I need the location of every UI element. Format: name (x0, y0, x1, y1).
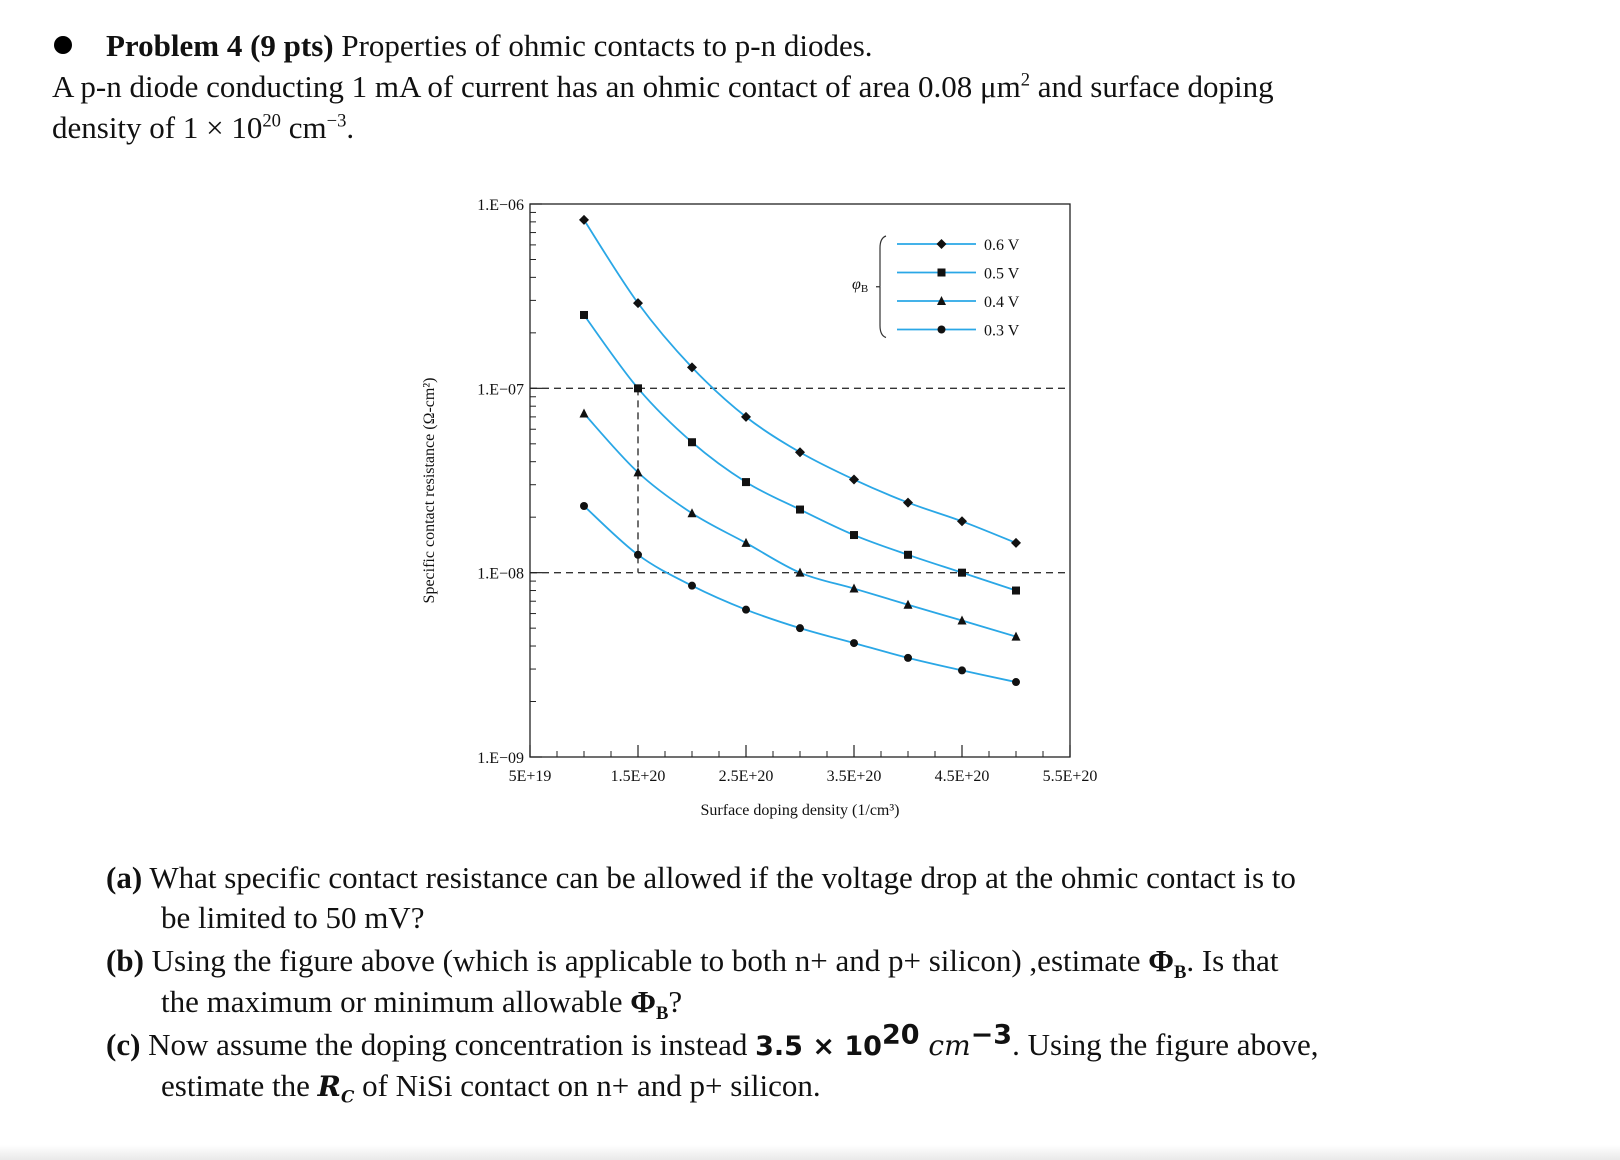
phi-symbol: Φ (630, 984, 656, 1019)
x-tick-label: 1.5E+20 (610, 768, 666, 785)
legend-label: 0.6 V (984, 237, 1020, 254)
question-a-line-2 (161, 900, 424, 936)
question-c-text: estimate the (161, 1068, 318, 1103)
legend-marker-square (938, 269, 946, 277)
question-b-line-1 (106, 943, 1279, 984)
intro-sup: −3 (326, 110, 347, 132)
question-a-text: be limited to 50 mV? (161, 900, 425, 935)
question-c-line-2 (161, 1068, 821, 1105)
bullet-icon (54, 36, 72, 54)
legend-marker-diamond (937, 239, 947, 249)
data-point-square (1012, 587, 1020, 595)
page-bottom-shadow (0, 1145, 1620, 1160)
data-point-square (850, 531, 858, 539)
data-point-square (742, 478, 750, 486)
data-point-diamond (957, 516, 967, 526)
doping-exponent: 20 (881, 1019, 920, 1051)
data-point-circle (796, 624, 804, 632)
rc-symbol: R (317, 1070, 341, 1103)
y-axis-label: Specific contact resistance (Ω-cm²) (421, 377, 438, 604)
x-tick-label: 5.5E+20 (1042, 768, 1098, 785)
intro-text: and surface doping (1030, 69, 1274, 104)
problem-title-bold: Problem 4 (9 pts) (106, 28, 334, 63)
intro-line-2 (52, 110, 354, 146)
data-point-square (634, 384, 642, 392)
x-tick-label: 2.5E+20 (718, 768, 774, 785)
data-point-circle (850, 639, 858, 647)
data-point-triangle (742, 538, 751, 547)
question-b-label: (b) (106, 943, 144, 978)
data-point-triangle (580, 409, 589, 418)
question-a-text: What specific contact resistance can be allowed if the voltage drop at the ohmic contact is to (149, 860, 1296, 895)
phi-symbol: Φ (1148, 943, 1174, 978)
question-b-text: . Is that (1186, 943, 1279, 978)
data-point-diamond (1011, 538, 1021, 548)
question-c-text: Now assume the doping concentration is instead (148, 1027, 756, 1062)
data-point-square (688, 438, 696, 446)
legend-marker-circle (938, 326, 946, 334)
data-point-diamond (849, 475, 859, 485)
legend-label: 0.3 V (984, 322, 1020, 340)
y-tick-label: 1.E−09 (477, 750, 524, 767)
data-point-diamond (795, 447, 805, 457)
y-tick-label: 1.E−07 (477, 381, 524, 399)
x-tick-label: 4.5E+20 (934, 768, 990, 785)
intro-text: . (346, 110, 355, 145)
phi-subscript: B (655, 1003, 669, 1025)
data-point-diamond (579, 215, 589, 225)
question-c-label: (c) (106, 1027, 141, 1062)
legend-brace (876, 236, 886, 338)
data-point-circle (742, 606, 750, 614)
doping-value: 3.5 × 10 (755, 1031, 882, 1062)
problem-title-rest: Properties of ohmic contacts to p-n diodes. (341, 28, 873, 63)
intro-text: A p-n diode conducting 1 mA of current has an ohmic contact of area 0.08 μm (52, 69, 1021, 104)
plot-frame (530, 204, 1070, 757)
data-point-circle (904, 654, 912, 662)
problem-title (106, 28, 873, 64)
question-c-text: . Using the figure above, (1012, 1027, 1319, 1062)
data-point-circle (958, 666, 966, 674)
intro-text: cm (280, 110, 327, 145)
rc-subscript: C (340, 1086, 355, 1107)
y-tick-label: 1.E−08 (477, 565, 524, 583)
data-point-triangle (688, 508, 697, 517)
question-a-label: (a) (106, 860, 143, 895)
contact-resistance-chart (400, 190, 1120, 850)
series-line-03 (584, 506, 1016, 682)
intro-sup: 20 (262, 110, 281, 132)
data-point-square (580, 311, 588, 319)
x-axis-label: Surface doping density (1/cm³) (700, 802, 900, 819)
question-b-text: Using the figure above (which is applicable to both n+ and p+ silicon) ,estimate (151, 943, 1149, 978)
legend-label: 0.5 V (984, 265, 1020, 283)
data-point-circle (634, 551, 642, 559)
data-point-circle (688, 582, 696, 590)
doping-unit: cm (919, 1029, 971, 1062)
data-point-square (958, 569, 966, 577)
data-point-circle (580, 502, 588, 510)
question-c-text: of NiSi contact on n+ and p+ silicon. (354, 1068, 821, 1103)
question-b-line-2 (161, 984, 683, 1025)
y-tick-label: 1.E−06 (477, 197, 524, 214)
doping-unit-exponent: −3 (970, 1019, 1013, 1051)
x-tick-label: 5E+19 (508, 768, 552, 785)
data-point-diamond (903, 498, 913, 508)
x-tick-label: 3.5E+20 (826, 768, 882, 785)
data-point-square (904, 551, 912, 559)
question-c-line-1 (106, 1019, 1319, 1065)
legend-label: 0.4 V (984, 294, 1020, 311)
legend-title: φB (852, 275, 869, 295)
series-line-06 (584, 220, 1016, 543)
question-b-text: ? (668, 984, 683, 1019)
data-point-circle (1012, 678, 1020, 686)
phi-subscript: B (1173, 962, 1187, 984)
intro-sup: 2 (1020, 69, 1031, 91)
question-b-text: the maximum or minimum allowable (161, 984, 631, 1019)
question-a-line-1 (106, 860, 1296, 896)
intro-text: density of 1 × 10 (52, 110, 263, 145)
series-line-04 (584, 414, 1016, 637)
intro-line-1 (52, 69, 1274, 105)
data-point-square (796, 506, 804, 514)
